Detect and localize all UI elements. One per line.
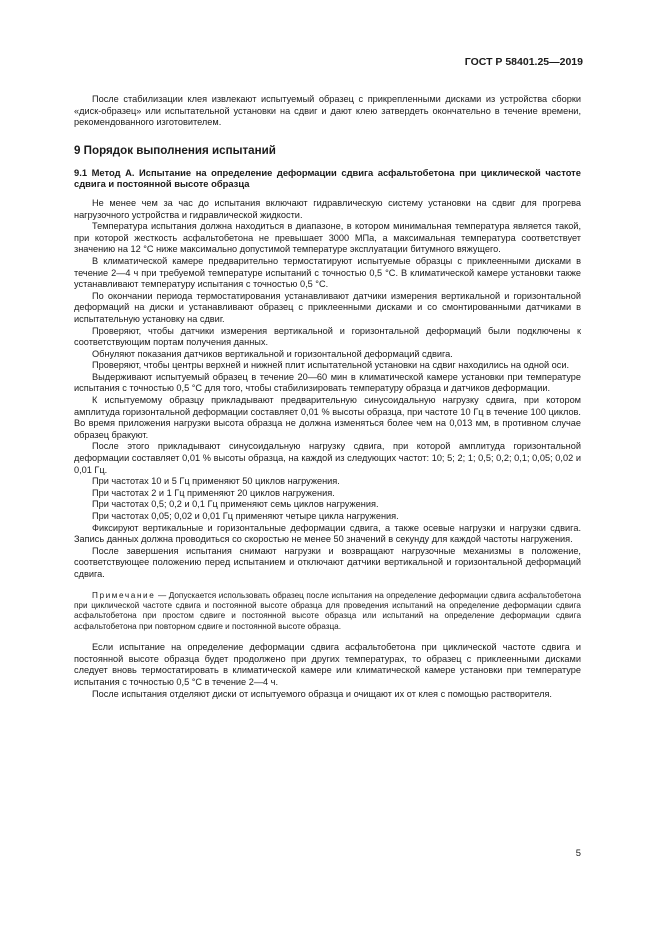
paragraph: В климатической камере предварительно термостатируют испытуемые образцы с приклеенными дисками в течение 2—4 ч при требуемой температуре испытаний с точностью 0,5 °С. В климатической камере установки также устанавливают температуру испытания с точностью 0,5 °С.: [74, 255, 581, 290]
subsection-heading: 9.1 Метод А. Испытание на определение деформации сдвига асфальтобетона при циклической частоте сдвига и постоянной высоте образца: [74, 166, 581, 190]
paragraph: После испытания отделяют диски от испытуемого образца и очищают их от клея с помощью растворителя.: [92, 688, 552, 699]
page-number: 5: [575, 847, 581, 858]
paragraph: К испытуемому образцу прикладывают предварительную синусоидальную нагрузку сдвига, при котором амплитуда горизонтальной деформации составляет 0,01 % высоты образца, при частоте 10 Гц в течение 100 циклов. Во время приложения нагрузки высота образца не должна изменяться более чем на 0,013 мм, в противном случае образец бракуют.: [74, 395, 581, 440]
note-label: Примечание: [92, 590, 156, 600]
paragraph: Температура испытания должна находиться в диапазоне, в котором минимальная температура является такой, при которой жесткость асфальтобетона не превышает 3000 МПа, а максимальная температура соответствует значению на 12 °С ниже максимально допустимой температуре эксплуатации битумного вяжущего.: [74, 221, 581, 255]
paragraph: Если испытание на определение деформации сдвига асфальтобетона при циклической частоте сдвига и постоянной высоте образца будет продолжено при других температурах, то образец с приклеенными дисками следует вновь термостатировать в климатической камере или климатической камере установки при температуре испытания с точностью 0,5 °С в течение 2—4 ч.: [74, 642, 581, 687]
paragraph: Проверяют, чтобы центры верхней и нижней плит испытательной установки на сдвиг находились на одной оси.: [92, 360, 570, 371]
paragraph: После этого прикладывают синусоидальную нагрузку сдвига, при которой амплитуда горизонтальной деформации составляет 0,01 % высоты образца, на каждой из следующих частот: 10; 5; 2; 1; 0,5; 0,2; 0,1; 0,05; 0,02 и 0,01 Гц.: [74, 441, 581, 475]
note-text: — Допускается использовать образец после испытания на определение деформации сдвига асфальтобетона при циклической частоте сдвига и постоянной высоте образца для проведения испытаний на определение деформации сдвига асфальтобетона при простом сдвиге и постоянной высоте образца или испытаний на определение деформации сдвига асфальтобетона при повторном сдвиге и постоянной высоте образца.: [74, 590, 581, 631]
document-code: ГОСТ Р 58401.25—2019: [464, 56, 583, 68]
paragraph: При частотах 10 и 5 Гц применяют 50 циклов нагружения.: [92, 476, 340, 487]
paragraph: При частотах 0,5; 0,2 и 0,1 Гц применяют семь циклов нагружения.: [92, 499, 379, 510]
paragraph: Проверяют, чтобы датчики измерения вертикальной и горизонтальной деформаций были подключены к соответствующим портам получения данных.: [74, 325, 581, 348]
page-content: [74, 94, 581, 700]
paragraph: При частотах 2 и 1 Гц применяют 20 циклов нагружения.: [92, 487, 335, 498]
section-heading: 9 Порядок выполнения испытаний: [74, 143, 276, 157]
note: [74, 591, 581, 633]
paragraph: При частотах 0,05; 0,02 и 0,01 Гц применяют четыре цикла нагружения.: [92, 511, 399, 521]
paragraph: Обнуляют показания датчиков вертикальной и горизонтальной деформаций сдвига.: [92, 348, 453, 359]
paragraph: По окончании периода термостатирования устанавливают датчики измерения вертикальной и горизонтальной деформаций на диски и устанавливают образец с приклеенными дисками и со смонтированными датчиками в испытательную установку на сдвиг.: [74, 290, 581, 324]
intro-paragraph: После стабилизации клея извлекают испытуемый образец с прикрепленными дисками из устройства сборки «диск-образец» или испытательной установки на сдвиг и дают клею затвердеть окончательно в течение времени, рекомендованного изготовителем.: [74, 94, 581, 128]
paragraph: Фиксируют вертикальные и горизонтальные деформации сдвига, а также осевые нагрузки и нагрузки сдвига. Запись данных должна проводиться со скоростью не менее 50 значений в секунду для каждой частоты нагружения.: [74, 522, 581, 545]
paragraph: После завершения испытания снимают нагрузки и возвращают нагрузочные механизмы в положение, соответствующее положению перед испытанием и отключают датчики вертикальной и горизонтальной деформаций сдвига.: [74, 545, 581, 579]
paragraph: Не менее чем за час до испытания включают гидравлическую систему установки на сдвиг для прогрева нагрузочного устройства и гидравлической жидкости.: [74, 197, 581, 220]
paragraph: Выдерживают испытуемый образец в течение 20—60 мин в климатической камере установки при температуре испытания с точностью 0,5 °С для того, чтобы стабилизировать температуру образца и датчиков деформации.: [74, 371, 581, 394]
